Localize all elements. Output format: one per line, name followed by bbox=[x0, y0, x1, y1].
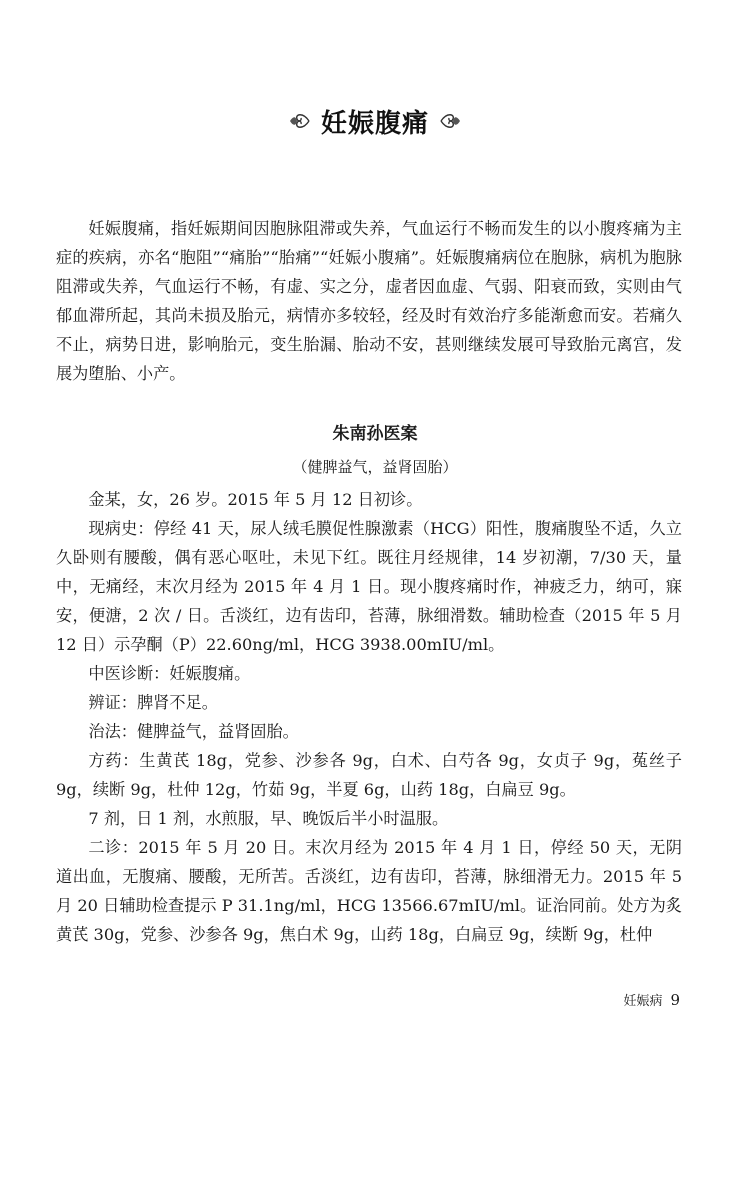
case-subtitle: （健脾益气，益肾固胎） bbox=[292, 458, 458, 476]
right-ornament-icon bbox=[437, 106, 463, 136]
case-paragraph-treatment: 治法：健脾益气，益肾固胎。 bbox=[88, 722, 299, 741]
intro-paragraph: 妊娠腹痛，指妊娠期间因胞脉阻滞或失养，气血运行不畅而发生的以小腹疼痛为主症的疾病，亦名“胞阻”“痛胎”“胎痛”“妊娠小腹痛”。妊娠腹痛病位在胞脉，病机为胞脉阻滞或失养，气血运行不畅，有虚、实之分，虚者因血虚、气弱、阳衰而致，实则由气郁血滞所起，其尚未损及胎元，病情亦多较轻，经及时有效治疗多能渐愈而安。若痛久不止，病势日进，影响胎元，变生胎漏、胎动不安，甚则继续发展可导致胎元离宫，发展为堕胎、小产。 bbox=[56, 219, 682, 383]
case-paragraph-patient: 金某，女，26 岁。2015 年 5 月 12 日初诊。 bbox=[88, 490, 423, 509]
case-paragraph-second-visit: 二诊：2015 年 5 月 20 日。末次月经为 2015 年 4 月 1 日，停经 50 天，无阴道出血，无腹痛、腰酸，无所苦。舌淡红，边有齿印，苔薄，脉细滑无力。2015 年 5 月 20 日辅助检查提示 P 31.1ng/ml，HCG 13566.67mIU/ml。证治同前。处方为炙黄芪 30g，党参、沙参各 9g，焦白术 9g，山药 18g，白扁豆 9g，续断 9g，杜仲 bbox=[56, 838, 682, 944]
case-body bbox=[56, 485, 682, 949]
page-title-block bbox=[0, 98, 750, 144]
case-paragraph-dosage: 7 剂，日 1 剂，水煎服，早、晚饭后半小时温服。 bbox=[88, 809, 449, 828]
page-footer bbox=[623, 990, 680, 1009]
left-ornament-icon bbox=[287, 106, 313, 136]
case-paragraph-prescription: 方药：生黄芪 18g，党参、沙参各 9g，白术、白芍各 9g，女贞子 9g，菟丝子 9g，续断 9g，杜仲 12g，竹茹 9g，半夏 6g，山药 18g，白扁豆 9g。 bbox=[56, 751, 682, 799]
case-paragraph-history: 现病史：停经 41 天，尿人绒毛膜促性腺激素（HCG）阳性，腹痛腹坠不适，久立久卧则有腰酸，偶有恶心呕吐，未见下红。既往月经规律，14 岁初潮，7/30 天，量中，无痛经，末次月经为 2015 年 4 月 1 日。现小腹疼痛时作，神疲乏力，纳可，寐安，便溏，2 次 / 日。舌淡红，边有齿印，苔薄，脉细滑数。辅助检查（2015 年 5 月 12 日）示孕酮（P）22.60ng/ml，HCG 3938.00mIU/ml。 bbox=[56, 519, 682, 654]
case-paragraph-syndrome: 辨证：脾肾不足。 bbox=[88, 693, 218, 712]
page-title: 妊娠腹痛 bbox=[320, 108, 429, 139]
page-number: 9 bbox=[670, 991, 680, 1009]
case-heading: 朱南孙医案 bbox=[332, 424, 418, 444]
running-title: 妊娠病 bbox=[623, 994, 663, 1009]
case-paragraph-diagnosis: 中医诊断：妊娠腹痛。 bbox=[88, 664, 251, 683]
